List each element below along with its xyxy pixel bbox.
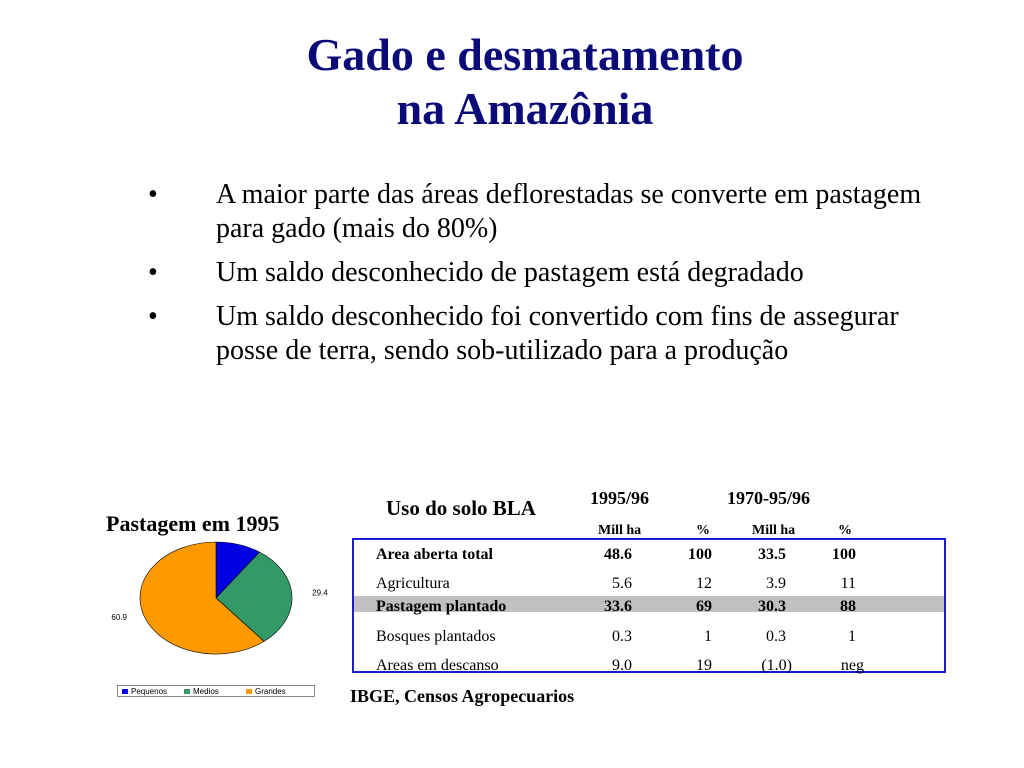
unit-header: % xyxy=(696,523,710,538)
legend-item xyxy=(122,687,180,696)
legend-item xyxy=(246,687,304,696)
bullet-marker: • xyxy=(148,257,158,288)
value-cell: 12 xyxy=(696,575,712,592)
slide-title xyxy=(0,28,1024,136)
value-cell: 0.3 xyxy=(766,628,786,645)
row-label: Areas em descanso xyxy=(376,657,499,674)
legend-label: Pequenos xyxy=(131,686,168,696)
row-label: Area aberta total xyxy=(376,546,493,563)
period-header: 1995/96 xyxy=(590,488,650,508)
bullet-text: Um saldo desconhecido de pastagem está degradado xyxy=(216,257,804,288)
legend-item xyxy=(184,687,242,696)
value-cell: neg xyxy=(840,657,864,674)
legend-swatch xyxy=(184,689,190,694)
bullet-text: A maior parte das áreas deflorestadas se converte em pastagem para gado (mais do 80%) xyxy=(216,179,922,244)
value-cell: 100 xyxy=(832,546,856,563)
bullet-marker: • xyxy=(148,179,158,210)
unit-header: Mill ha xyxy=(752,523,796,538)
value-cell: 30.3 xyxy=(758,598,786,615)
value-cell: 88 xyxy=(840,598,856,615)
table-row xyxy=(0,597,1024,617)
value-cell: 1 xyxy=(848,628,856,645)
value-cell: 100 xyxy=(688,546,712,563)
bullet-item xyxy=(140,300,960,368)
value-cell: 33.6 xyxy=(604,598,632,615)
legend-swatch xyxy=(246,689,252,694)
value-cell: 5.6 xyxy=(612,575,632,592)
value-cell: 11 xyxy=(840,575,856,592)
bullet-item xyxy=(140,256,960,290)
period-header: 1970-95/96 xyxy=(727,488,810,508)
pie-value-label: 29.4 xyxy=(312,588,328,598)
value-cell: 3.9 xyxy=(766,575,786,592)
unit-header: Mill ha xyxy=(598,523,642,538)
chart-legend xyxy=(117,685,315,697)
value-cell: 69 xyxy=(696,598,712,615)
value-cell: 9.0 xyxy=(612,657,632,674)
table-title: Uso do solo BLA xyxy=(386,496,536,520)
value-cell: 1 xyxy=(704,628,712,645)
title-line-1: Gado e desmatamento xyxy=(306,29,744,80)
bullet-text: Um saldo desconhecido foi convertido com fins de assegurar posse de terra, sendo sob-utilizado para a produção xyxy=(216,301,899,366)
bullet-item xyxy=(140,178,960,246)
table-row xyxy=(0,545,1024,565)
row-label: Pastagem plantado xyxy=(376,598,507,615)
legend-label: Grandes xyxy=(255,686,286,696)
value-cell: 19 xyxy=(696,657,712,674)
bullet-list xyxy=(140,178,960,378)
table-row xyxy=(0,627,1024,647)
row-label: Bosques plantados xyxy=(376,628,496,645)
pie-chart-title: Pastagem em 1995 xyxy=(106,511,280,536)
source-note: IBGE, Censos Agropecuarios xyxy=(350,686,575,706)
table-row xyxy=(0,656,1024,676)
pie-value-label: 60.9 xyxy=(111,613,128,623)
bullet-marker: • xyxy=(148,301,158,332)
value-cell: 33.5 xyxy=(758,546,786,563)
row-label: Agricultura xyxy=(376,575,450,592)
value-cell: 0.3 xyxy=(612,628,632,645)
legend-label: Medios xyxy=(193,686,219,696)
value-cell: (1.0) xyxy=(761,657,792,674)
value-cell: 48.6 xyxy=(604,546,632,563)
title-line-2: na Amazônia xyxy=(396,83,654,134)
unit-header: % xyxy=(838,523,852,538)
legend-swatch xyxy=(122,689,128,694)
table-row xyxy=(0,574,1024,594)
